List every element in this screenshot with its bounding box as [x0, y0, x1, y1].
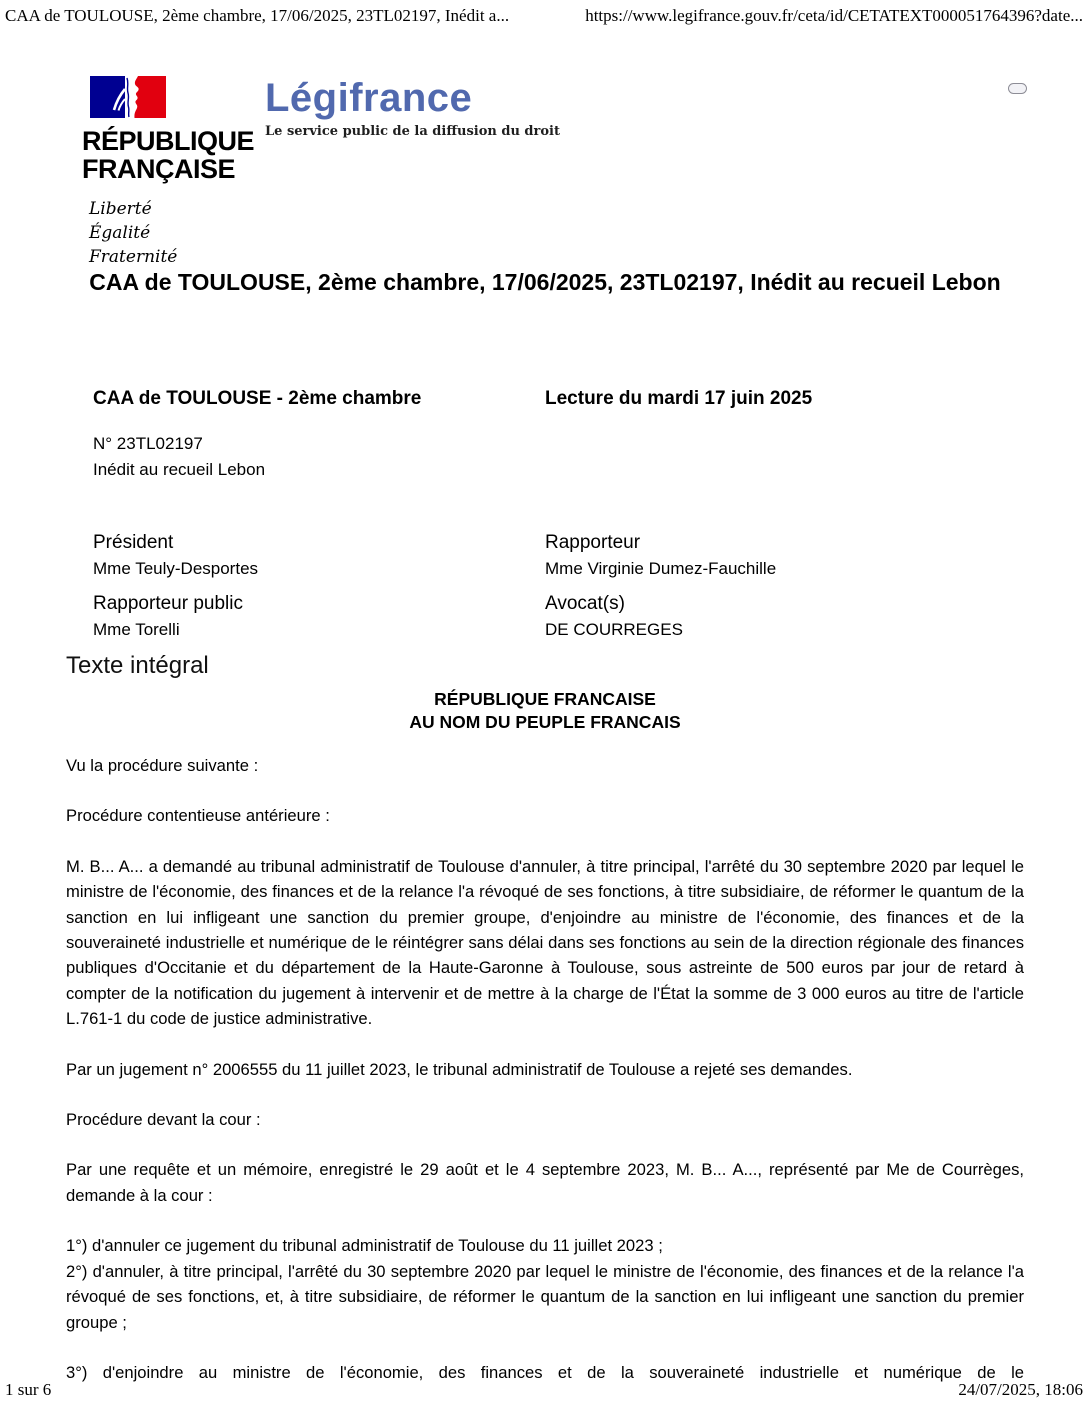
legifrance-wordmark: Légifrance — [265, 76, 473, 120]
body-paragraph: Vu la procédure suivante : — [66, 756, 259, 775]
rapporteur-public-label: Rapporteur public — [93, 593, 243, 614]
motto — [82, 197, 265, 269]
masthead — [82, 76, 560, 269]
rapporteur-public-name: Mme Torelli — [93, 620, 180, 639]
republique-heading-line1: RÉPUBLIQUE FRANCAISE — [434, 689, 656, 709]
docket-block — [93, 431, 1024, 483]
legifrance-logo-block — [265, 76, 560, 139]
legifrance-tagline: Le service public de la diffusion du droit — [265, 124, 560, 139]
body-paragraph: 1°) d'annuler ce jugement du tribunal administratif de Toulouse du 11 juillet 2023 ; — [66, 1236, 663, 1256]
body-paragraph: M. B... A... a demandé au tribunal administratif de Toulouse d'annuler, à titre principal, l'arrêté du 30 septembre 2020 par lequel le ministre de l'économie, des finances et de la relance l'a révoqué de ses fonctions, à titre subsidiaire, de réformer le quantum de la sanction en lui infligeant une sanction du premier groupe, d'enjoindre au ministre de l'économie, des finances et de la souveraineté industrielle et numérique de le réintégrer sans délai dans ses fonctions au sein de la direction régionale des finances publiques d'Occitanie et du département de la Haute-Garonne à Toulouse, sous astreinte de 500 euros par jour de retard à compter de la notification du jugement à intervenir et de mettre à la charge de l'État la somme de 3 000 euros au titre de l'article L.761-1 du code de justice administrative. — [66, 856, 1024, 1029]
print-header-url: https://www.legifrance.gouv.fr/ceta/id/CETATEXT000051764396?date... — [585, 6, 1083, 25]
rapporteur-entry — [545, 529, 1024, 581]
motto-fraternite: Fraternité — [89, 247, 178, 267]
republique-francaise-block — [82, 76, 265, 269]
print-header — [5, 6, 1083, 26]
decision-metadata — [93, 386, 1024, 642]
lecture-date: Lecture du mardi 17 juin 2025 — [545, 388, 813, 409]
print-timestamp: 24/07/2025, 18:06 — [958, 1380, 1083, 1399]
republique-heading — [66, 688, 1024, 734]
body-paragraph: 2°) d'annuler, à titre principal, l'arrêté du 30 septembre 2020 par lequel le ministre de l'économie, des finances et de la relance l'a révoqué de ses fonctions, et, à titre subsidiaire, de réformer le quantum de la sanction en lui infligeant une sanction du premier groupe ; — [66, 1261, 1024, 1332]
republique-line1: RÉPUBLIQUE — [82, 126, 255, 156]
body-paragraph: Procédure devant la cour : — [66, 1110, 261, 1130]
page-number: 1 sur 6 — [5, 1380, 52, 1399]
case-number: N° 23TL02197 — [93, 434, 203, 453]
avocats-entry — [545, 590, 1024, 642]
rapporteur-public-entry — [93, 590, 545, 642]
body-paragraph: 3°) d'enjoindre au ministre de l'économie, des finances et de la souveraineté industrielle et numérique de le — [66, 1362, 1024, 1382]
people-block — [93, 529, 1024, 642]
publication-status: Inédit au recueil Lebon — [93, 460, 266, 479]
people-right-column — [545, 529, 1024, 642]
people-left-column — [93, 529, 545, 642]
president-name: Mme Teuly-Desportes — [93, 559, 259, 578]
republique-wordmark — [82, 127, 265, 183]
print-footer — [5, 1380, 1083, 1400]
president-label: Président — [93, 532, 174, 553]
president-entry — [93, 529, 545, 581]
marianne-flag-icon — [90, 76, 166, 118]
avocats-name: DE COURREGES — [545, 620, 683, 639]
rapporteur-label: Rapporteur — [545, 532, 641, 553]
floating-pill-button[interactable] — [1008, 83, 1027, 94]
avocats-label: Avocat(s) — [545, 593, 625, 614]
decision-body — [66, 753, 1024, 1410]
motto-liberte: Liberté — [89, 199, 152, 219]
rapporteur-name: Mme Virginie Dumez-Fauchille — [545, 559, 777, 578]
section-title-texte-integral: Texte intégral — [66, 652, 209, 679]
court-chamber: CAA de TOULOUSE - 2ème chambre — [93, 388, 422, 409]
print-header-title: CAA de TOULOUSE, 2ème chambre, 17/06/2025, 23TL02197, Inédit a... — [5, 6, 510, 25]
republique-heading-line2: AU NOM DU PEUPLE FRANCAIS — [409, 712, 681, 732]
body-paragraph: Procédure contentieuse antérieure : — [66, 806, 330, 826]
decision-title: CAA de TOULOUSE, 2ème chambre, 17/06/2025, 23TL02197, Inédit au recueil Lebon — [89, 269, 1001, 295]
motto-egalite: Égalité — [89, 223, 151, 243]
republique-line2: FRANÇAISE — [82, 154, 236, 184]
body-paragraph: Par une requête et un mémoire, enregistré le 29 août et le 4 septembre 2023, M. B... A..., représenté par Me de Courrèges, demande à la cour : — [66, 1160, 1024, 1205]
court-row — [93, 386, 1024, 411]
body-paragraph: Par un jugement n° 2006555 du 11 juillet 2023, le tribunal administratif de Toulouse a rejeté ses demandes. — [66, 1059, 853, 1079]
